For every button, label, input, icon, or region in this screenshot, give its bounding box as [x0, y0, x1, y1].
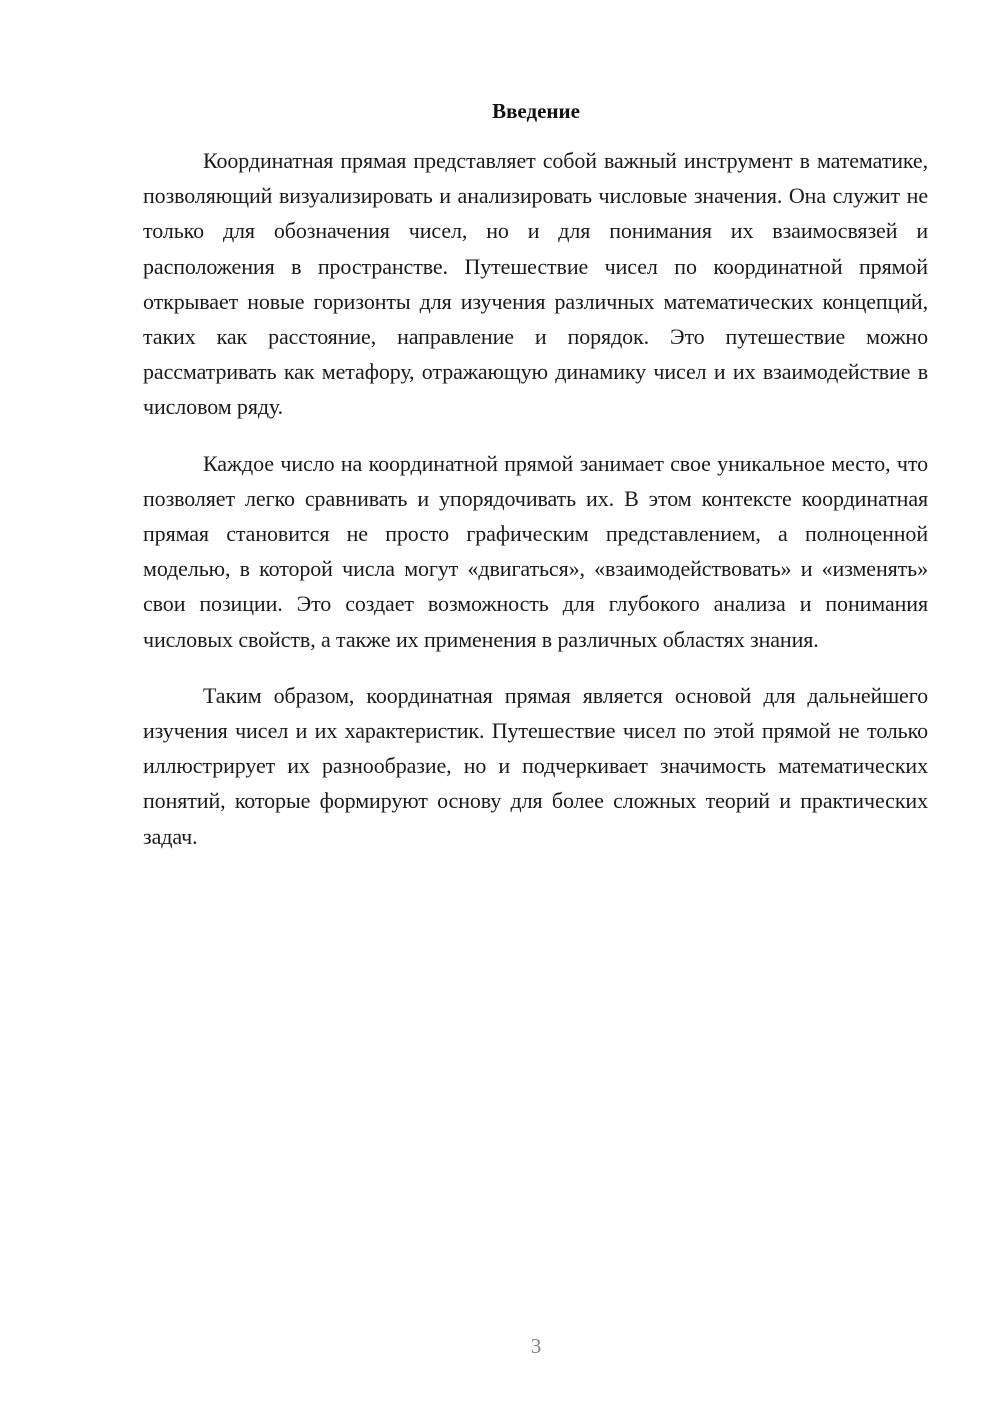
paragraph-3: Таким образом, координатная прямая является основой для дальнейшего изучения чисел и их характеристик. Путешествие чисел по этой прямой не только иллюстрирует их разнообразие, но и подчеркивает значимость математических понятий, которые формируют основу для более сложных теорий и практических задач.	[143, 682, 928, 849]
paragraph-1: Координатная прямая представляет собой важный инструмент в математике, позволяющий визуализировать и анализировать числовые значения. Она служит не только для обозначения чисел, но и для понимания их взаимосвязей и расположения в пространстве. Путешествие чисел по координатной прямой открывает новые горизонты для изучения различных математических концепций, таких как расстояние, направление и порядок. Это путешествие можно рассматривать как метафору, отражающую динамику чисел и их взаимодействие в числовом ряду.	[143, 148, 928, 420]
page-number: 3	[530, 1334, 542, 1358]
paragraph-2: Каждое число на координатной прямой занимает свое уникальное место, что позволяет легко сравнивать и упорядочивать их. В этом контексте координатная прямая становится не просто графическим представлением, а полноценной моделью, в которой числа могут «двигаться», «взаимодействовать» и «изменять» свои позиции. Это создает возможность для глубокого анализа и понимания числовых свойств, а также их применения в различных областях знания.	[143, 450, 928, 652]
body-text	[143, 143, 928, 854]
section-heading: Введение	[492, 99, 580, 123]
